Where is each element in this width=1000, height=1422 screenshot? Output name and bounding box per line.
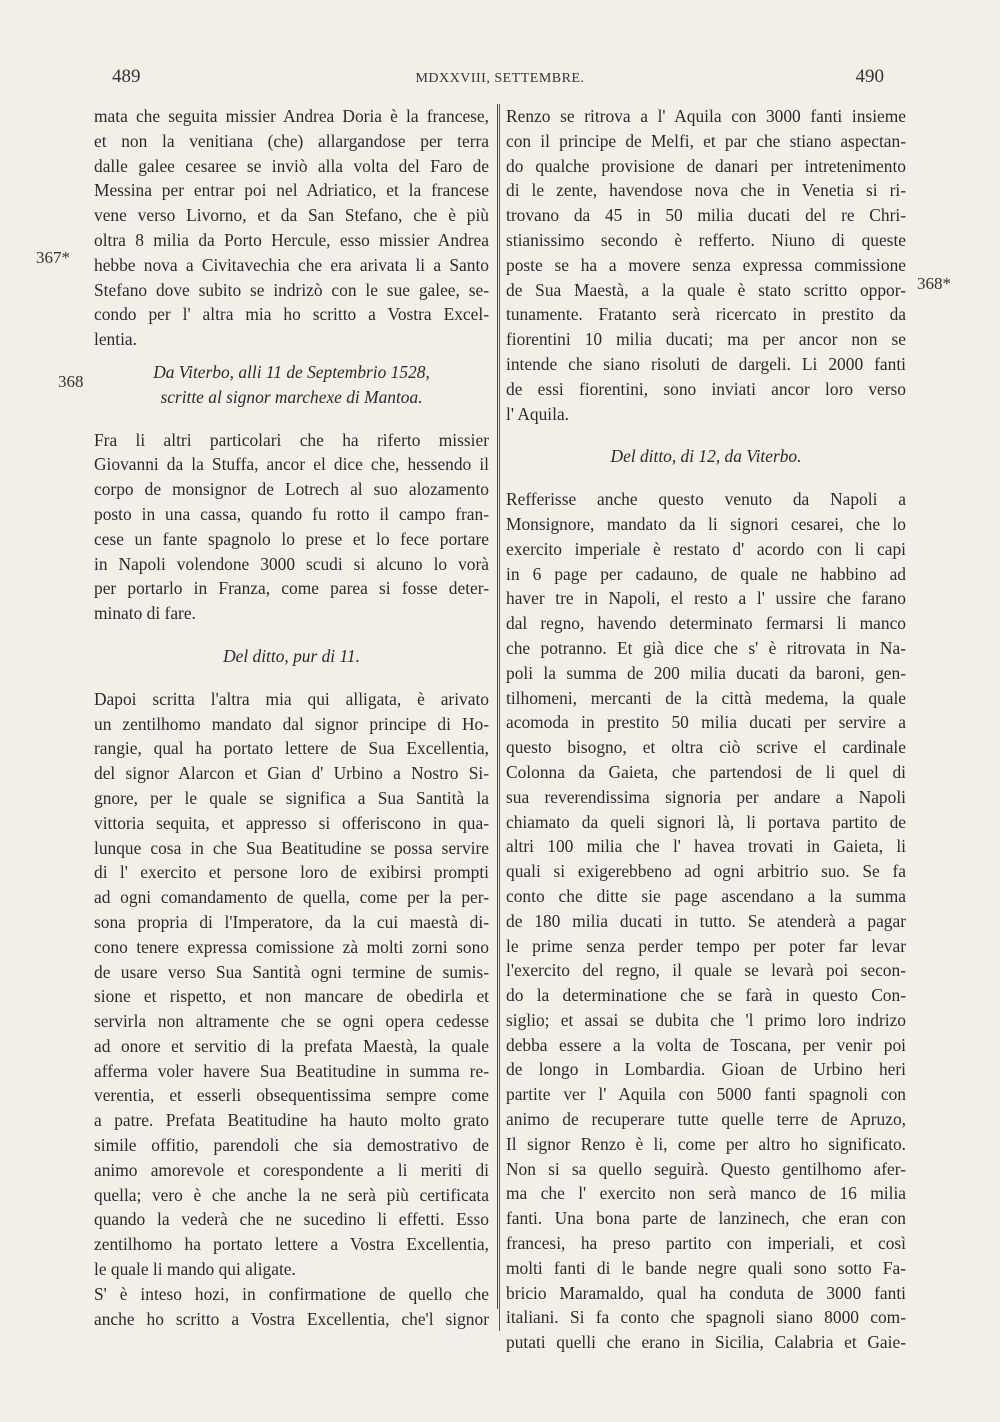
text-line: mata che seguita missier Andrea Doria è la francese, [94,106,489,126]
margin-number-367: 367* [36,248,70,267]
spacer [94,626,489,644]
spacer [506,426,906,444]
text-line: dal regno, havendo determinato fermarsi li manco [506,613,906,634]
text-line: bricio Maramaldo, qual ha conduta de 3000 fanti [506,1282,906,1303]
text-line: cono tenere expressa comissione zà molti zorni sono [94,936,489,957]
text-line: quali si exigerebbeno ad ogni arbitrio suo. Se fa [506,861,906,882]
text-line: animo amorevole et corespondente a li meriti di [94,1159,489,1180]
text-line: fiorentini 10 milia ducati; ma per ancor non se [506,329,906,350]
text-line: sua reverendissima signoria per andare a Napoli [506,786,906,807]
text-line: stianissimo secondo è refferto. Niuno di queste [506,229,906,250]
spacer [94,410,489,428]
section-heading: Da Viterbo, alli 11 de Septembrio 1528, [153,361,430,382]
text-line: chiamato da queli signori là, li portava partito de [506,811,906,832]
page-number-right: 490 [855,66,884,87]
text-line: vene verso Livorno, et da San Stefano, che è più [94,205,489,226]
text-line: che potranno. Et già dice che s' è ritrovata in Na- [506,637,906,658]
text-line: un zentilhomo mandato dal signor principe di Ho- [94,713,489,734]
text-line: Non si sa quello seguirà. Questo gentilhomo afer- [506,1158,906,1179]
text-line: Refferisse anche questo venuto da Napoli a [506,489,906,510]
page-number-left: 489 [112,66,141,87]
text-line: Dapoi scritta l'altra mia qui alligata, è arivato [94,688,489,709]
text-line: tunamente. Fratanto serà ricercato in prestito da [506,304,906,325]
text-line: hebbe nova a Civitavechia che era arivata li a Santo [94,254,489,275]
text-line: lentia. [94,329,137,350]
running-title: MDXXVIII, SETTEMBRE. [415,71,585,86]
text-line: dalle galee cesaree se inviò alla volta del Faro de [94,155,489,176]
text-line: Giovanni da la Stuffa, ancor el dice che, hessendo il [94,454,489,475]
text-line: do la determinatione che se farà in questo Con- [506,985,906,1006]
text-line: posto in una cassa, quando fu rotto il campo fran- [94,503,489,524]
text-line: francesi, ha preso partito con imperiali, et così [506,1233,906,1254]
spacer [94,669,489,687]
left-column [94,104,500,1331]
text-line: questo bisogno, et oltra ciò scrive el cardinale [506,737,906,758]
text-line: trovano da 45 in 50 milia ducati del re Chri- [506,205,906,226]
text-line: exercito imperiale è restato d' acordo con li capi [506,538,906,559]
text-line: gnore, per le quale se significa a Sua Santità la [94,787,489,808]
section-heading: Del ditto, di 12, da Viterbo. [610,446,802,467]
text-line: del signor Alarcon et Gian d' Urbino a Nostro Si- [94,763,489,784]
text-line: le quale li mando qui aligate. [94,1259,296,1280]
text-line: rangie, qual ha portato lettere de Sua Excellentia, [94,738,489,759]
text-line: putati quelli che erano in Sicilia, Calabria et Gaie- [506,1332,906,1353]
text-line: Colonna da Gaieta, che partendosi de li quel di [506,761,906,782]
text-line: Messina per entrar poi nel Adriatico, et la francese [94,180,489,201]
text-line: a patre. Prefata Beatitudine ha hauto molto grato [94,1110,489,1131]
text-line: condo per l' altra mia ho scritto a Vostra Excel- [94,304,489,325]
spacer [506,469,906,487]
margin-number-368: 368 [58,372,84,391]
text-line: de longo in Lombardia. Gioan de Urbino heri [506,1059,906,1080]
text-line: di le zente, havendose nova che in Venetia si ri- [506,180,906,201]
text-line: poli la summa de 200 milia ducati da baroni, gen- [506,662,906,683]
text-line: afferma voler havere Sua Beatitudine in summa re- [94,1060,489,1081]
right-column [506,104,906,1355]
text-line: debba essere a la volta de Toscana, per venir poi [506,1034,906,1055]
text-line: ad onore et servitio di la prefata Maestà, la quale [94,1035,489,1056]
text-line: per portarlo in Franza, come parea si fosse deter- [94,578,489,599]
text-line: partite ver l' Aquila con 5000 fanti spagnoli con [506,1084,906,1105]
text-line: le prime senza perder tempo per poter far levar [506,935,906,956]
text-line: con il principe de Melfi, et par che stiano aspectan- [506,130,906,151]
text-line: altri 100 milia che l' havea trovati in Gaieta, li [506,836,906,857]
text-line: Monsignore, mandato da li signori cesarei, che lo [506,513,906,534]
text-line: quella; vero è che anche la ne serà più certificata [94,1184,489,1205]
text-line: l' Aquila. [506,403,570,424]
text-line: corpo de monsignor de Lotrech al suo alozamento [94,479,489,500]
text-line: italiani. Si fa conto che spagnoli siano 8000 com- [506,1307,906,1328]
text-line: sona propria di l'Imperatore, da la cui maestà di- [94,911,489,932]
margin-number-368b: 368* [917,274,951,293]
text-line: tilhomeni, mercanti de la città medema, la quale [506,687,906,708]
text-line: poste se ha a movere senza expressa commissione [506,254,906,275]
text-line: conto che ditte sie page ascendano a la summa [506,885,906,906]
section-heading: Del ditto, pur di 11. [223,645,360,666]
text-line: minato di fare. [94,603,196,624]
text-line: haver tre in Napoli, el resto a l' ussire che farano [506,588,906,609]
text-line: de essi fiorentini, sono inviati ancor loro verso [506,378,906,399]
text-line: de Sua Maestà, a la quale è stato scritto oppor- [506,279,906,300]
text-line: sione et rispetto, et non mancare de obedirla et [94,986,489,1007]
text-line: l'exercito del regno, il quale se levarà poi secon- [506,960,906,981]
text-line: acomoda in prestito 50 milia ducati per servire a [506,712,906,733]
text-line: animo de recuperare tutte quelle terre de Apruzo, [506,1109,906,1130]
text-line: Il signor Renzo è li, come per altro ho significato. [506,1133,906,1154]
text-line: fanti. Una bona parte de lanzinech, che eran con [506,1208,906,1229]
text-line: servirla non altramente che se ogni opera cedesse [94,1011,489,1032]
text-line: et non la venitiana (che) allargandose per terra [94,130,489,151]
text-line: oltra 8 milia da Porto Hercule, esso missier Andrea [94,229,489,250]
text-line: Renzo se ritrova a l' Aquila con 3000 fanti insieme [506,106,906,126]
text-line: lunque cosa in che Sua Beatitudine se possa servire [94,837,489,858]
text-line: zentilhomo ha portato lettere a Vostra Excellentia, [94,1234,489,1255]
text-line: anche ho scritto a Vostra Excellentia, che'l signor [94,1308,489,1329]
text-line: in Napoli volendone 3000 scudi si alcuno lo vorà [94,553,489,574]
text-line: intende che siano risoluti de dargeli. Li 2000 fanti [506,353,906,374]
text-line: in 6 page per cadauno, de quale ne habbino ad [506,563,906,584]
text-line: ma che l' exercito non serà manco de 16 milia [506,1183,906,1204]
text-line: simile offitio, parendoli che sia demostrativo de [94,1135,489,1156]
text-line: quando la vederà che ne sucedino li effetti. Esso [94,1209,489,1230]
spacer [94,352,489,360]
text-line: de 180 milia ducati in tutto. Se atenderà a pagar [506,910,906,931]
text-line: Stefano dove subito se indrizò con le sue galee, se- [94,279,489,300]
text-line: cese un fante spagnolo lo prese et lo fece portare [94,528,489,549]
text-line: vittoria sequita, et appresso si offeriscono in qua- [94,812,489,833]
text-line: Fra li altri particolari che ha riferto missier [94,429,489,450]
text-line: do qualche provisione de danari per intretenimento [506,155,906,176]
text-line: de usare verso Sua Santità ogni termine de sumis- [94,961,489,982]
text-line: siglio; et assai se dubita che 'l primo loro indrizo [506,1009,906,1030]
text-line: S' è inteso hozi, in confirmatione de quello che [94,1283,489,1304]
text-line: di l' exercito et persone loro de exibirsi prompti [94,862,489,883]
text-line: ad ogni comandamento de quella, come per la per- [94,887,489,908]
section-heading: scritte al signor marchexe di Mantoa. [160,386,423,407]
text-line: molti fanti di le bande negre quali sono sotto Fa- [506,1257,906,1278]
text-line: verentia, et esserli obsequentissima sempre come [94,1085,489,1106]
